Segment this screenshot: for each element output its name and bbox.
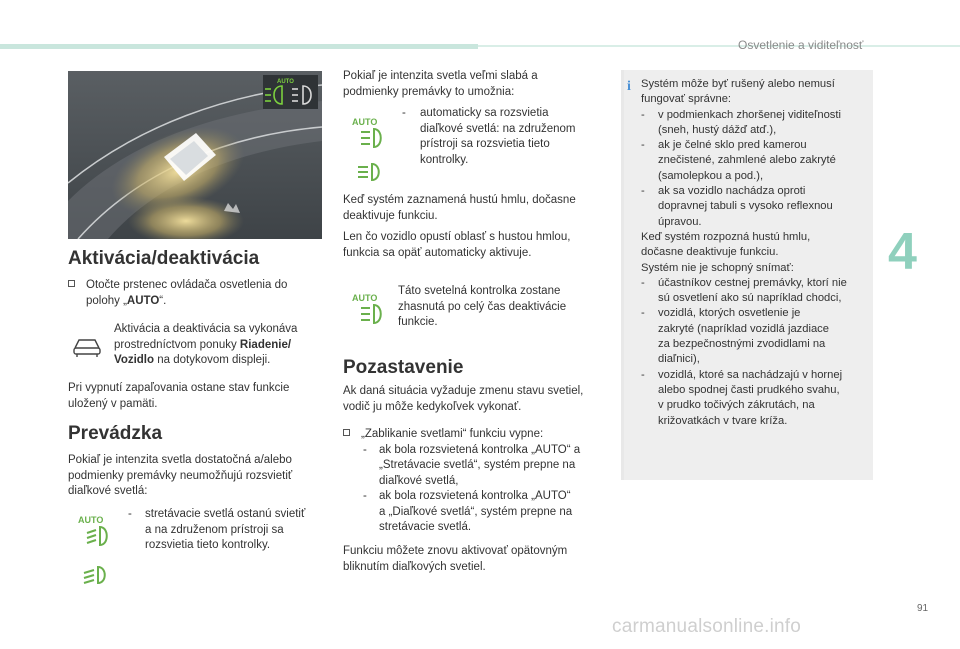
auto-high-beam-illustration — [68, 71, 322, 239]
memory-paragraph: Pri vypnutí zapaľovania ostane stav funkcie uložený v pamäti. — [68, 382, 290, 410]
reactivate-paragraph: Funkciu môžete znovu aktivovať opätovným bliknutím diaľkových svetiel. — [343, 545, 568, 573]
low-beam-icon — [78, 565, 108, 590]
svg-text:AUTO: AUTO — [352, 117, 378, 127]
auto-high-beam-icon — [350, 116, 384, 157]
fog-exit-paragraph: Len čo vozidlo opustí oblasť s hustou hmlou, funkcia sa opäť automaticky aktivuje. — [343, 231, 571, 259]
heading-operation: Prevádzka — [68, 423, 163, 444]
touchscreen-note: Aktivácia a deaktivácia sa vykonáva prostredníctvom ponuky Riadenie/ Vozidlo na dotykovom displeji. — [114, 323, 298, 366]
operation-paragraph: Pokiaľ je intenzita svetla dostatočná a/alebo podmienky premávky neumožňujú rozsvietiť diaľkové svetlá: — [68, 454, 293, 497]
heading-activation: Aktivácia/deaktivácia — [68, 248, 260, 269]
heading-pause: Pozastavenie — [343, 357, 464, 378]
low-beam-dash-item: - stretávacie svetlá ostanú svietiť a na združenom prístroji sa rozsvietia tieto kontrolky. — [128, 508, 306, 551]
auto-indicator-icon — [350, 292, 384, 333]
watermark: carmanualsonline.info — [612, 616, 802, 637]
auto-low-beam-icon — [76, 514, 110, 555]
high-beam-icon — [352, 162, 382, 187]
flash-list: „Zablikanie svetlami“ funkciu vypne: - ak bola rozsvietená kontrolka „AUTO“ a „Stretávacie svetlá“, systém prepne na diaľkové svetlá, - ak bola rozsvietená kontrolka „AUTO“ a „Diaľkové svetlá“, systém prepne na stretávacie svetlá. — [343, 427, 605, 536]
pause-paragraph: Ak daná situácia vyžaduje zmenu stavu svetiel, vodič ju môže kedykoľvek vykonať. — [343, 385, 584, 413]
fog-paragraph: Keď systém zaznamená hustú hmlu, dočasne deaktivuje funkciu. — [343, 194, 576, 222]
info-note-box — [621, 70, 873, 480]
info-icon: i — [627, 79, 631, 94]
header-accent-bar — [0, 44, 478, 49]
checkbox-bullet-icon — [68, 278, 76, 294]
activation-step: Otočte prstenec ovládača osvetlenia do polohy „AUTO“. — [68, 278, 328, 309]
svg-text:AUTO: AUTO — [78, 515, 104, 525]
section-title: Osvetlenie a viditeľnosť — [738, 38, 864, 52]
indicator-note: Táto svetelná kontrolka zostane zhasnutá po celý čas deaktivácie funkcie. — [398, 285, 567, 328]
note-side-bar — [621, 70, 624, 480]
svg-text:AUTO: AUTO — [352, 293, 378, 303]
note-body: Systém môže byť rušený alebo nemusí fungovať správne: - v podmienkach zhoršenej viditeľnosti (sneh, hustý dážď atď.), - ak je čelné sklo pred kamerou znečistené, zahmlené alebo zakryté (samolepkou a pod.), - ak sa vozidlo nachádza oproti dopravnej tabuli s vysoko reflexnou úpravou. Keď systém rozpozná hustú hmlu, dočasne deaktivuje funkciu. Systém nie je schopný snímať: - účastníkov cestnej premávky, ktorí nie sú osvetlení ako sú napríklad chodci, - vozidlá, ktorých osvetlenie je zakryté (napríklad vozidlá jazdiace za bezpečnostnými zvodidlami na diaľnici), - vozidlá, ktoré sa nachádzajú v hornej alebo spodnej časti prudkého svahu, v prudko točivých zákrutách, na križovatkách v tvare kríža. — [641, 78, 847, 427]
weak-light-paragraph: Pokiaľ je intenzita svetla veľmi slabá a podmienky premávky to umožnia: — [343, 70, 538, 98]
chapter-number: 4 — [888, 223, 917, 281]
high-beam-dash-item: - automaticky sa rozsvietia diaľkové svetlá: na združenom prístroji sa rozsvietia tieto kontrolky. — [402, 107, 576, 166]
header-rule — [478, 45, 960, 47]
illustration-auto-badge: AUTO — [277, 79, 294, 85]
page-number: 91 — [917, 603, 929, 614]
car-icon — [72, 336, 102, 363]
checkbox-bullet-icon — [343, 427, 351, 443]
